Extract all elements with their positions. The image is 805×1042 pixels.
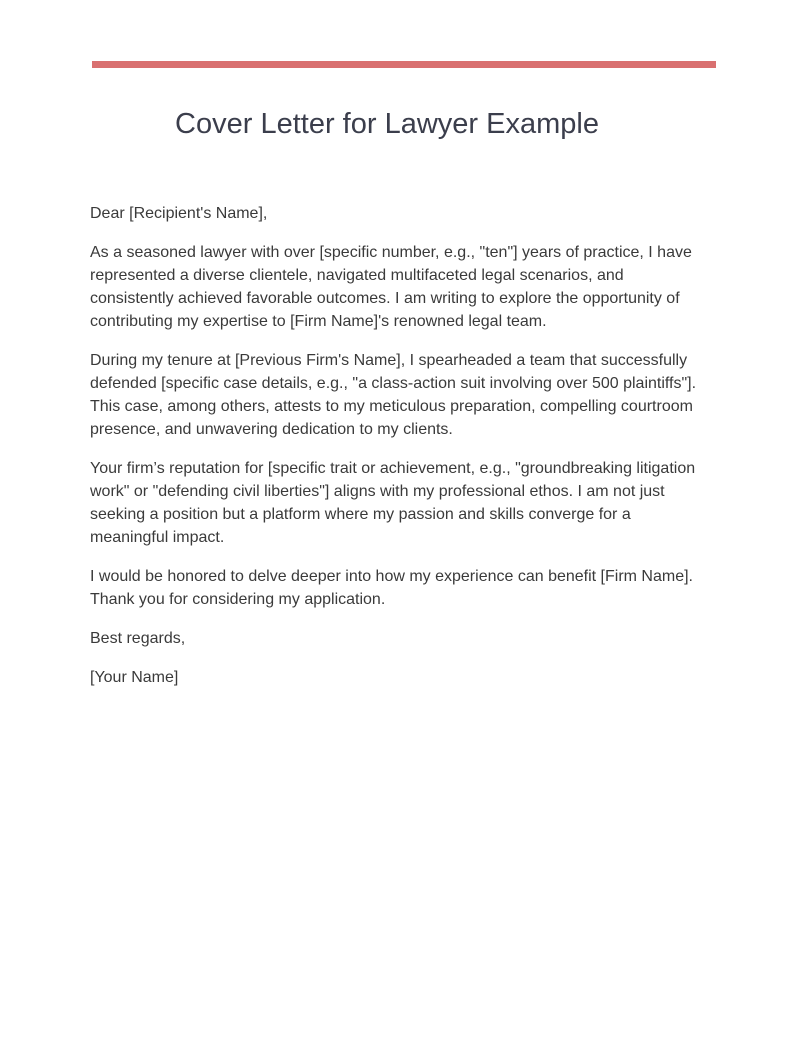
header-accent-bar bbox=[92, 61, 716, 68]
paragraph-firm-fit: Your firm’s reputation for [specific trait or achievement, e.g., "groundbreaking litigation work" or "defending civil liberties"] aligns with my professional ethos. I am not just seeking a position but a platform where my passion and skills converge for a meaningful impact. bbox=[90, 460, 696, 546]
salutation: Dear [Recipient's Name], bbox=[90, 205, 268, 222]
paragraph-intro: As a seasoned lawyer with over [specific number, e.g., "ten"] years of practice, I have represented a diverse clientele, navigated multifaceted legal scenarios, and consistently achieved favorable outcomes. I am writing to explore the opportunity of contributing my expertise to [Firm Name]'s renowned legal team. bbox=[90, 244, 692, 330]
closing: Best regards, bbox=[90, 630, 186, 647]
paragraph-experience: During my tenure at [Previous Firm's Name], I spearheaded a team that successfully defended [specific case details, e.g., "a class-action suit involving over 500 plaintiffs"]. This case, among others, attests to my meticulous preparation, compelling courtroom presence, and unwavering dedication to my clients. bbox=[90, 352, 697, 438]
paragraph-conclusion: I would be honored to delve deeper into how my experience can benefit [Firm Name]. Thank you for considering my application. bbox=[90, 568, 693, 608]
letter-body bbox=[90, 202, 700, 705]
signature: [Your Name] bbox=[90, 669, 179, 686]
document-title: Cover Letter for Lawyer Example bbox=[175, 108, 599, 140]
